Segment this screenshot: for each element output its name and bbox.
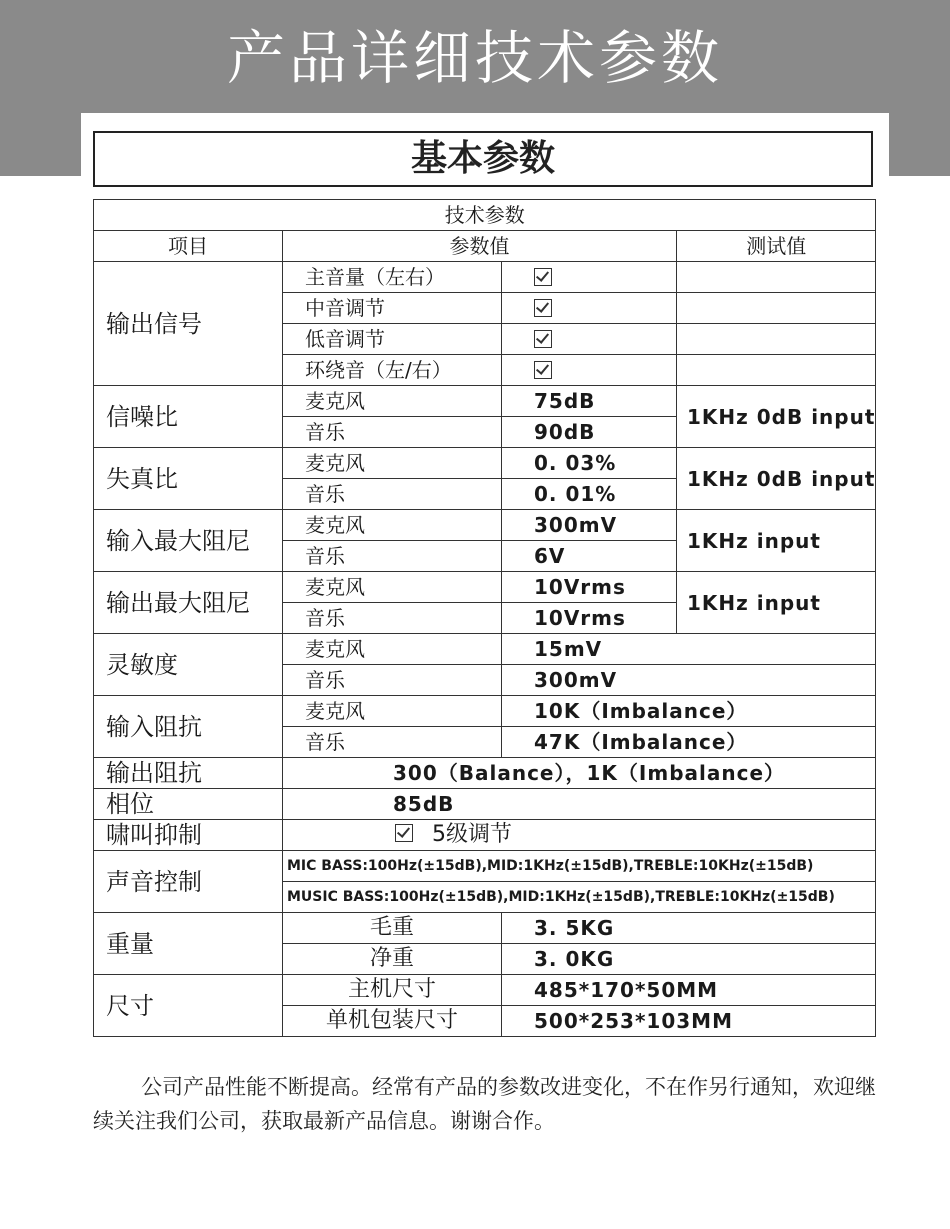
max-input-music: 音乐 (283, 541, 502, 572)
max-input-mic: 麦克风 (283, 510, 502, 541)
table-row (94, 758, 876, 789)
output-signal-item: 中音调节 (283, 293, 502, 324)
thd-mic: 麦克风 (283, 448, 502, 479)
table-row (94, 386, 876, 417)
max-input-music-value: 6V (502, 541, 677, 572)
phase-value: 85dB (283, 789, 876, 820)
empty-cell (677, 355, 876, 386)
snr-test: 1KHz 0dB input (677, 386, 876, 448)
thd-music-value: 0. 01% (502, 479, 677, 510)
input-impedance-label: 输入阻抗 (94, 696, 283, 758)
checkbox-cell (502, 293, 677, 324)
table-caption: 技术参数 (94, 200, 876, 231)
input-impedance-mic: 麦克风 (283, 696, 502, 727)
table-row (94, 975, 876, 1006)
footer-note (93, 1070, 883, 1138)
checkbox-cell (502, 355, 677, 386)
table-row (94, 696, 876, 727)
checkbox-icon (395, 824, 413, 842)
max-output-mic-value: 10Vrms (502, 572, 677, 603)
table-row (94, 262, 876, 293)
checkbox-cell (502, 324, 677, 355)
thd-label: 失真比 (94, 448, 283, 510)
checkbox-icon (534, 299, 552, 317)
size-unit: 主机尺寸 (283, 975, 502, 1006)
weight-gross: 毛重 (283, 913, 502, 944)
checkbox-icon (534, 361, 552, 379)
thd-music: 音乐 (283, 479, 502, 510)
weight-net: 净重 (283, 944, 502, 975)
empty-cell (677, 324, 876, 355)
table-row (94, 789, 876, 820)
table-row (94, 820, 876, 851)
section-title: 基本参数 (410, 138, 555, 179)
size-unit-value: 485*170*50MM (502, 975, 876, 1006)
max-input-mic-value: 300mV (502, 510, 677, 541)
tone-mic: MIC BASS:100Hz(±15dB),MID:1KHz(±15dB),TREBLE:10KHz(±15dB) (283, 851, 876, 882)
output-impedance-value: 300（Balance），1K（Imbalance） (283, 758, 876, 789)
sensitivity-music: 音乐 (283, 665, 502, 696)
max-input-test: 1KHz input (677, 510, 876, 572)
snr-label: 信噪比 (94, 386, 283, 448)
size-package-value: 500*253*103MM (502, 1006, 876, 1037)
tone-music: MUSIC BASS:100Hz(±15dB),MID:1KHz(±15dB),TREBLE:10KHz(±15dB) (283, 882, 876, 913)
max-output-test: 1KHz input (677, 572, 876, 634)
max-output-label: 输出最大阻尼 (94, 572, 283, 634)
snr-mic-value: 75dB (502, 386, 677, 417)
max-output-music: 音乐 (283, 603, 502, 634)
weight-gross-value: 3. 5KG (502, 913, 876, 944)
sensitivity-music-value: 300mV (502, 665, 876, 696)
table-row (94, 448, 876, 479)
table-row (94, 510, 876, 541)
table-row (94, 231, 876, 262)
phase-label: 相位 (94, 789, 283, 820)
checkbox-icon (534, 268, 552, 286)
input-impedance-music-value: 47K（Imbalance） (502, 727, 876, 758)
output-signal-item: 环绕音（左/右） (283, 355, 502, 386)
input-impedance-mic-value: 10K（Imbalance） (502, 696, 876, 727)
output-signal-item: 低音调节 (283, 324, 502, 355)
max-input-label: 输入最大阻尼 (94, 510, 283, 572)
snr-music: 音乐 (283, 417, 502, 448)
header-value: 参数值 (283, 231, 677, 262)
header-test: 测试值 (677, 231, 876, 262)
snr-music-value: 90dB (502, 417, 677, 448)
footer-text: 公司产品性能不断提高。经常有产品的参数改进变化，不在作另行通知，欢迎继续关注我们公司，获取最新产品信息。谢谢合作。 (93, 1075, 876, 1133)
banner-title: 产品详细技术参数 (226, 24, 723, 92)
max-output-music-value: 10Vrms (502, 603, 677, 634)
thd-test: 1KHz 0dB input (677, 448, 876, 510)
output-signal-label: 输出信号 (94, 262, 283, 386)
max-output-mic: 麦克风 (283, 572, 502, 603)
sensitivity-label: 灵敏度 (94, 634, 283, 696)
empty-cell (677, 293, 876, 324)
thd-mic-value: 0. 03% (502, 448, 677, 479)
weight-label: 重量 (94, 913, 283, 975)
checkbox-cell (502, 262, 677, 293)
header-item: 项目 (94, 231, 283, 262)
size-package: 单机包装尺寸 (283, 1006, 502, 1037)
empty-cell (677, 262, 876, 293)
table-row (94, 634, 876, 665)
tone-label: 声音控制 (94, 851, 283, 913)
output-impedance-label: 输出阻抗 (94, 758, 283, 789)
table-row (94, 913, 876, 944)
table-row (94, 572, 876, 603)
output-signal-item: 主音量（左右） (283, 262, 502, 293)
table-row (94, 851, 876, 882)
feedback-label: 啸叫抑制 (94, 820, 283, 851)
table-row (94, 200, 876, 231)
feedback-value: 5级调节 (432, 822, 512, 847)
weight-net-value: 3. 0KG (502, 944, 876, 975)
size-label: 尺寸 (94, 975, 283, 1037)
checkbox-icon (534, 330, 552, 348)
feedback-value-cell (283, 820, 876, 851)
input-impedance-music: 音乐 (283, 727, 502, 758)
spec-table (93, 199, 876, 1037)
sensitivity-mic-value: 15mV (502, 634, 876, 665)
sensitivity-mic: 麦克风 (283, 634, 502, 665)
snr-mic: 麦克风 (283, 386, 502, 417)
